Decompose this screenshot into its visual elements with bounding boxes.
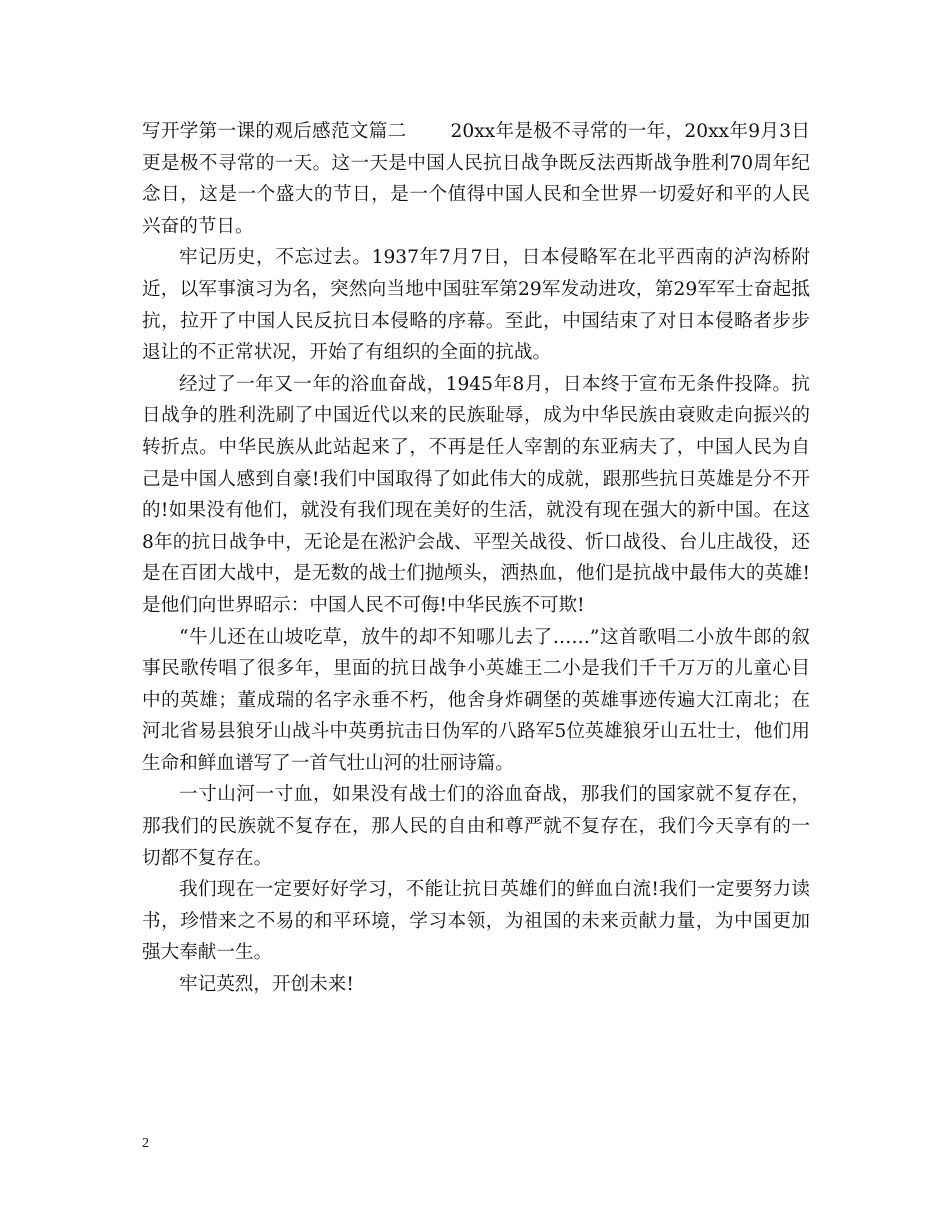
paragraph-study: 我们现在一定要好好学习，不能让抗日英雄们的鲜血白流!我们一定要努力读书，珍惜来之不易的和平环境，学习本领，为祖国的未来贡献力量，为中国更加强大奉献一生。: [142, 879, 810, 964]
paragraph-closing: 牢记英烈，开创未来!: [179, 974, 354, 996]
paragraph-history: 牢记历史，不忘过去。1937年7月7日，日本侵略军在北平西南的泸沟桥附近，以军事演习为名，突然向当地中国驻军第29军发动进攻，第29军军士奋起抵抗，拉开了中国人民反抗日本侵略的序幕。至此，中国结束了对日本侵略者步步退让的不正常状况，开始了有组织的全面的抗战。: [142, 247, 810, 364]
paragraph-victory: 经过了一年又一年的浴血奋战，1945年8月，日本终于宣布无条件投降。抗日战争的胜利洗刷了中国近代以来的民族耻辱，成为中华民族由衰败走向振兴的转折点。中华民族从此站起来了，不再是任人宰割的东亚病夫了，中国人民为自己是中国人感到自豪!我们中国取得了如此伟大的成就，跟那些抗日英雄是分不开的!如果没有他们，就没有我们现在美好的生活，就没有现在强大的新中国。在这8年的抗日战争中，无论是在淞沪会战、平型关战役、忻口战役、台儿庄战役，还是在百团大战中，是无数的战士们抛颅头，洒热血，他们是抗战中最伟大的英雄!是他们向世界昭示：中国人民不可侮!中华民族不可欺!: [142, 373, 810, 616]
document-body: [142, 116, 810, 1001]
paragraph-sacrifice: 一寸山河一寸血，如果没有战士们的浴血奋战，那我们的国家就不复存在，那我们的民族就不复存在，那人民的自由和尊严就不复存在，我们今天享有的一切都不复存在。: [142, 784, 810, 869]
paragraph-heroes: “牛儿还在山坡吃草，放牛的却不知哪儿去了……”这首歌唱二小放牛郎的叙事民歌传唱了很多年，里面的抗日战争小英雄王二小是我们千千万万的儿童心目中的英雄；董成瑞的名字永垂不朽，他舍身炸碉堡的英雄事迹传遍大江南北；在河北省易县狼牙山战斗中英勇抗击日伪军的八路军5位英雄狼牙山五壮士，他们用生命和鲜血谱写了一首气壮山河的壮丽诗篇。: [142, 626, 810, 774]
page-number: 2: [142, 1136, 149, 1151]
paragraph-intro: 写开学第一课的观后感范文篇二 20xx年是极不寻常的一年，20xx年9月3日更是极不寻常的一天。这一天是中国人民抗日战争既反法西斯战争胜利70周年纪念日，这是一个盛大的节日，是一个值得中国人民和全世界一切爱好和平的人民兴奋的节日。: [142, 121, 810, 237]
